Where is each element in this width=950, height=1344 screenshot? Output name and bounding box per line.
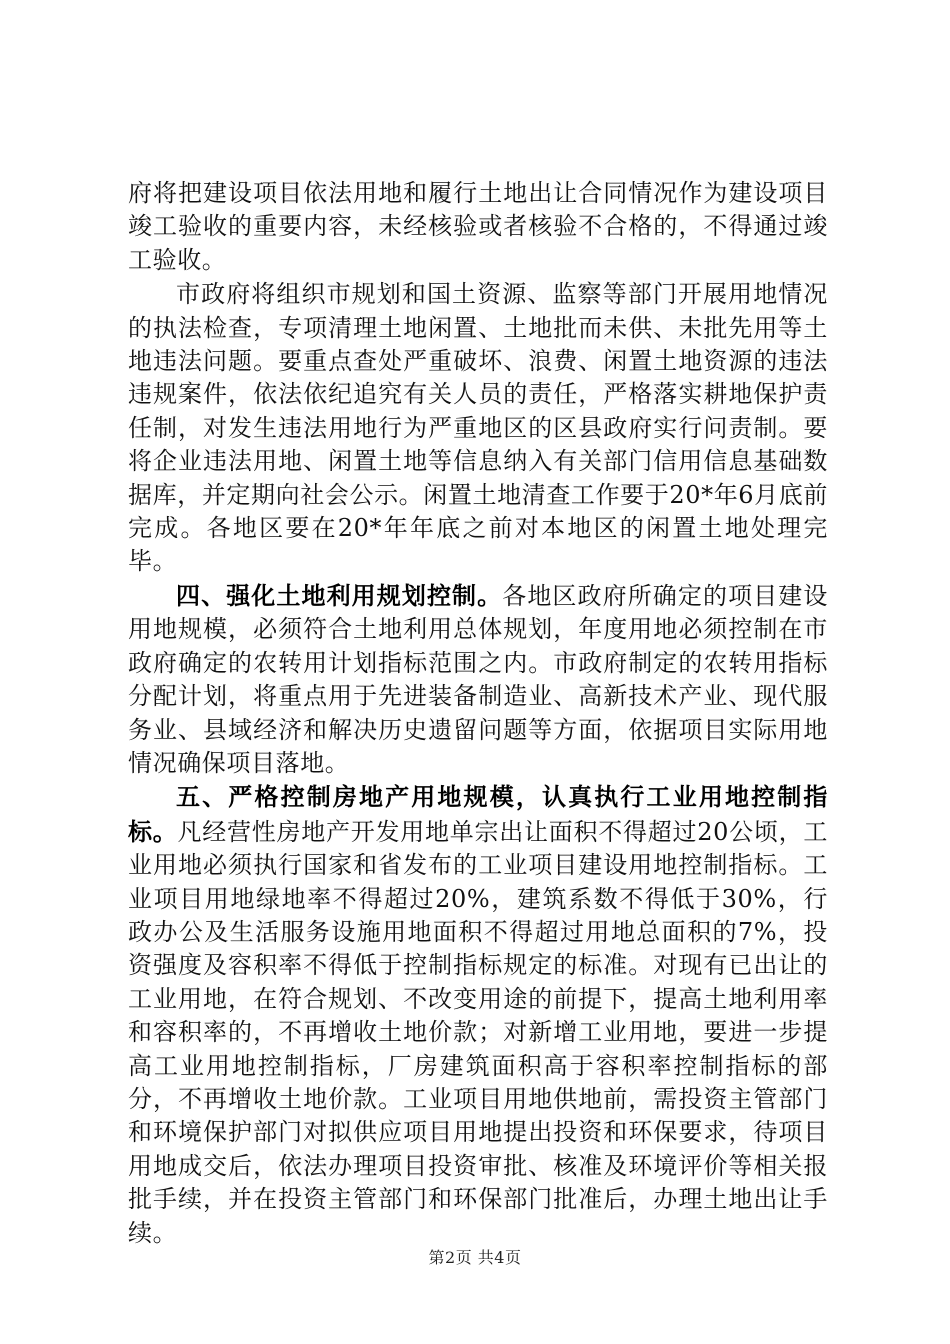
paragraph-text: 市政府将组织市规划和国土资源、监察等部门开展用地情况的执法检查，专项清理土地闲置、土地批而未供、未批先用等土地违法问题。要重点查处严重破坏、浪费、闲置土地资源的违法违规案件，依法依纪追究有关人员的责任，严格落实耕地保护责任制，对发生违法用地行为严重地区的区县政府实行问责制。要将企业违法用地、闲置土地等信息纳入有关部门信用信息基础数据库，并定期向社会公示。闲置土地清查工作要于20*年6月底前完成。各地区要在20*年年底之前对本地区的闲置土地处理完毕。 [128,280,828,576]
section-heading: 四、强化土地利用规划控制。 [176,580,503,610]
paragraph-text: 凡经营性房地产开发用地单宗出让面积不得超过20公顷，工业用地必须执行国家和省发布的工业项目建设用地控制指标。工业项目用地绿地率不得超过20%，建筑系数不得低于30%，行政办公及生活服务设施用地面积不得超过用地总面积的7%，投资强度及容积率不得低于控制指标规定的标准。对现有已出让的工业用地，在符合规划、不改变用途的前提下，提高土地利用率和容积率的，不再增收土地价款；对新增工业用地，要进一步提高工业用地控制指标，厂房建筑面积高于容积率控制指标的部分，不再增收土地价款。工业项目用地供地前，需投资主管部门和环境保护部门对拟供应项目用地提出投资和环保要求，待项目用地成交后，依法办理项目投资审批、核准及环境评价等相关报批手续，并在投资主管部门和环保部门批准后，办理土地出让手续。 [128,817,828,1247]
document-body [128,176,828,1250]
paragraph-text: 府将把建设项目依法用地和履行土地出让合同情况作为建设项目竣工验收的重要内容，未经核验或者核验不合格的，不得通过竣工验收。 [128,179,828,274]
page-number-footer: 第2页 共4页 [428,1248,522,1267]
paragraph-section-four [128,579,828,780]
paragraph-continuation [128,176,828,277]
paragraph-text: 各地区政府所确定的项目建设用地规模，必须符合土地利用总体规划，年度用地必须控制在市政府确定的农转用计划指标范围之内。市政府制定的农转用指标分配计划，将重点用于先进装备制造业、高新技术产业、现代服务业、县域经济和解决历史遗留问题等方面，依据项目实际用地情况确保项目落地。 [128,581,828,777]
section-heading: 五、严格控制房地产用地规模，认真执行工业用地控制指标。 [128,782,828,846]
paragraph-section-five [128,780,828,1250]
paragraph-enforcement [128,277,828,579]
